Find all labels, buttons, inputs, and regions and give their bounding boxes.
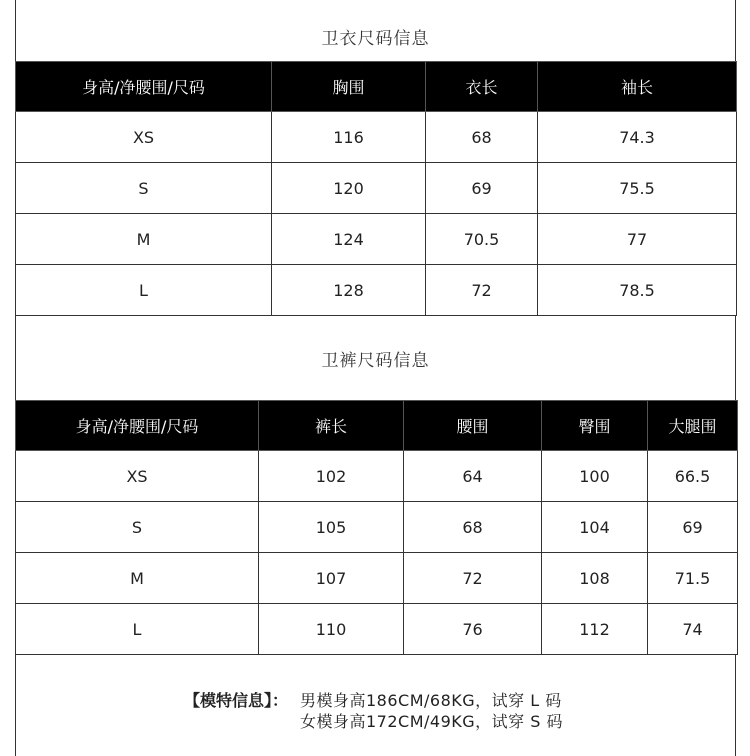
table-cell: 104 [542, 502, 648, 553]
pants-size-title: 卫裤尺码信息 [321, 351, 430, 371]
table-cell: 78.5 [538, 265, 737, 316]
table-row [16, 163, 737, 214]
table-cell: XS [16, 112, 272, 163]
table-row [16, 502, 738, 553]
table-cell: 107 [259, 553, 404, 604]
header-size: 身高/净腰围/尺码 [16, 401, 259, 451]
table-cell: 72 [426, 265, 538, 316]
table-header-row [16, 401, 738, 451]
table-cell: 69 [648, 502, 738, 553]
table-cell: S [16, 163, 272, 214]
table-cell: L [16, 265, 272, 316]
table-cell: M [16, 214, 272, 265]
header-sleeve: 袖长 [538, 62, 737, 112]
table-row [16, 604, 738, 655]
table-cell: 71.5 [648, 553, 738, 604]
header-waist: 腰围 [404, 401, 542, 451]
table-cell: 128 [272, 265, 426, 316]
table-row [16, 112, 737, 163]
model-info-label: 【模特信息】： [184, 691, 289, 710]
table-cell: 100 [542, 451, 648, 502]
table-cell: 74.3 [538, 112, 737, 163]
table-cell: 72 [404, 553, 542, 604]
table-cell: 124 [272, 214, 426, 265]
table-cell: 108 [542, 553, 648, 604]
table-cell: 66.5 [648, 451, 738, 502]
table-cell: 112 [542, 604, 648, 655]
table-cell: 116 [272, 112, 426, 163]
header-size: 身高/净腰围/尺码 [16, 62, 272, 112]
table-cell: 105 [259, 502, 404, 553]
top-size-table [15, 61, 737, 316]
pants-size-table [15, 400, 738, 655]
table-cell: M [16, 553, 259, 604]
table-cell: 120 [272, 163, 426, 214]
header-chest: 胸围 [272, 62, 426, 112]
table-cell: 102 [259, 451, 404, 502]
table-cell: 69 [426, 163, 538, 214]
header-length: 裤长 [259, 401, 404, 451]
table-cell: 68 [404, 502, 542, 553]
table-row [16, 451, 738, 502]
top-size-title: 卫衣尺码信息 [321, 29, 430, 49]
header-thigh: 大腿围 [648, 401, 738, 451]
table-row [16, 265, 737, 316]
table-cell: 77 [538, 214, 737, 265]
table-cell: 64 [404, 451, 542, 502]
table-cell: S [16, 502, 259, 553]
header-length: 衣长 [426, 62, 538, 112]
table-cell: 110 [259, 604, 404, 655]
table-cell: 70.5 [426, 214, 538, 265]
table-cell: 76 [404, 604, 542, 655]
table-cell: 74 [648, 604, 738, 655]
table-header-row [16, 62, 737, 112]
header-hip: 臀围 [542, 401, 648, 451]
table-row [16, 553, 738, 604]
table-cell: XS [16, 451, 259, 502]
table-row [16, 214, 737, 265]
model-info-female: 女模身高172CM/49KG，试穿 S 码 [300, 712, 563, 731]
table-cell: 75.5 [538, 163, 737, 214]
table-cell: 68 [426, 112, 538, 163]
model-info-male: 男模身高186CM/68KG，试穿 L 码 [300, 691, 562, 710]
table-cell: L [16, 604, 259, 655]
